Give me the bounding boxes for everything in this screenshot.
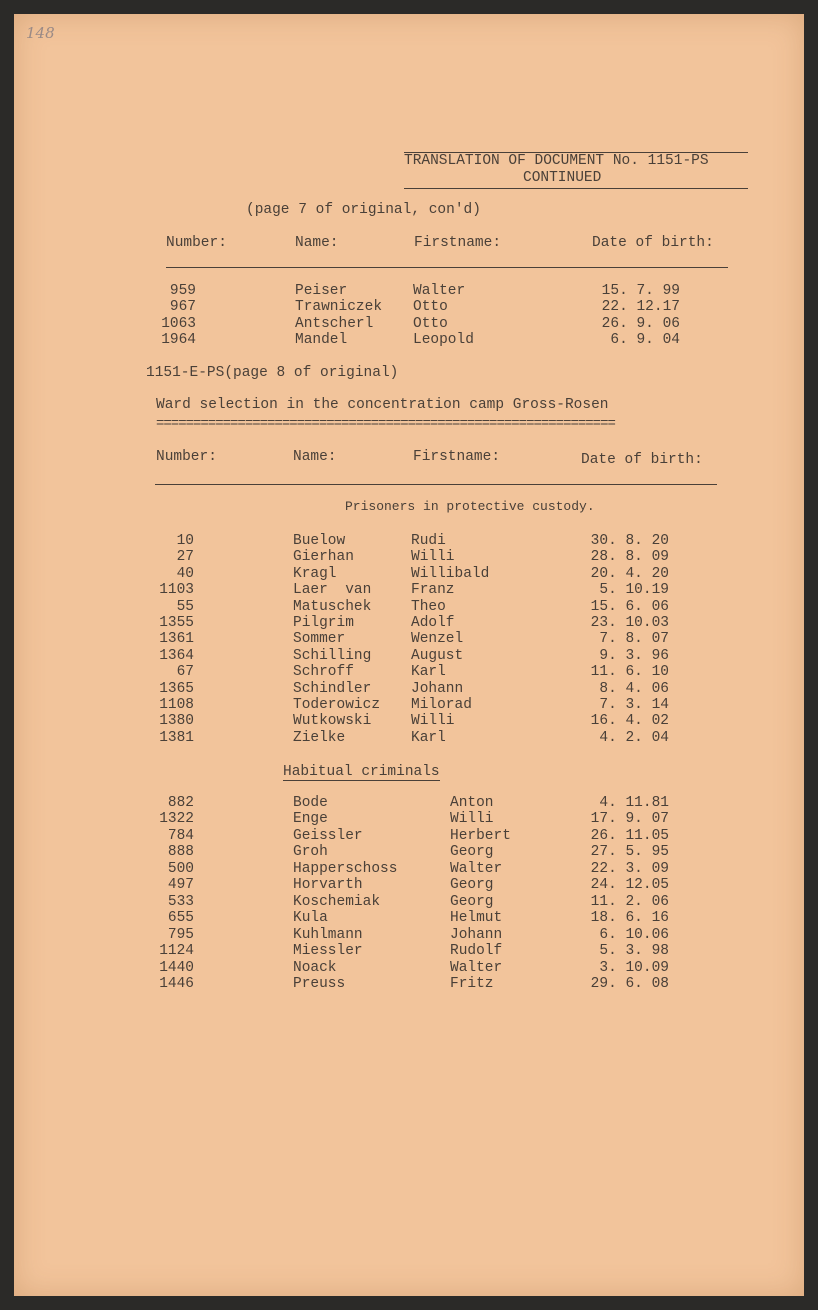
cell-firstname: Rudolf — [450, 943, 503, 960]
cell-number: 655 — [167, 910, 194, 927]
table-row — [0, 960, 818, 976]
col-name: Name: — [295, 235, 339, 251]
document-subtitle: CONTINUED — [523, 170, 602, 186]
table-row — [0, 828, 818, 844]
cell-date-of-birth: 17. 9. 07 — [590, 811, 669, 828]
cell-name: Groh — [293, 844, 328, 861]
cell-date-of-birth: 27. 5. 95 — [590, 844, 669, 861]
cell-number: 10 — [176, 533, 194, 549]
cell-name: Zielke — [293, 729, 346, 746]
cell-number: 1440 — [159, 959, 194, 976]
section2-caption: 1151-E-PS(page 8 of original) — [146, 365, 399, 381]
cell-name: Koschemiak — [293, 893, 381, 910]
cell-date-of-birth: 24. 12.05 — [590, 877, 669, 894]
cell-name: Gierhan — [293, 549, 354, 566]
cell-date-of-birth: 23. 10.03 — [590, 615, 669, 631]
cell-date-of-birth: 9. 3. 96 — [599, 647, 669, 664]
cell-date-of-birth: 26. 11.05 — [590, 827, 669, 844]
col-number: Number: — [166, 235, 227, 251]
cell-firstname: Milorad — [411, 697, 472, 713]
cell-firstname: Leopold — [413, 331, 474, 348]
cell-number: 1365 — [159, 680, 194, 697]
table-row — [0, 910, 818, 926]
header-bottom-rule — [404, 188, 748, 189]
table-row — [0, 697, 818, 713]
section1-caption: (page 7 of original, con'd) — [246, 202, 481, 218]
cell-firstname: Johann — [411, 680, 464, 697]
cell-number: 1108 — [159, 697, 194, 713]
cell-firstname: Theo — [411, 598, 446, 615]
cell-name: Preuss — [293, 975, 346, 992]
table-row — [0, 894, 818, 910]
col-number: Number: — [156, 449, 217, 465]
cell-name: Peiser — [295, 283, 348, 299]
cell-firstname: Willi — [411, 549, 455, 566]
cell-number: 1446 — [159, 975, 194, 992]
cell-name: Kragl — [293, 565, 337, 582]
cell-name: Bode — [293, 795, 328, 811]
cell-firstname: Rudi — [411, 533, 446, 549]
cell-name: Antscherl — [295, 315, 374, 332]
group2-heading: Habitual criminals — [283, 764, 440, 780]
cell-number: 1103 — [159, 582, 194, 599]
table-row — [0, 599, 818, 615]
table-row — [0, 877, 818, 893]
table-row — [0, 811, 818, 827]
cell-name: Sommer — [293, 631, 346, 648]
table-row — [0, 664, 818, 680]
cell-name: Miessler — [293, 943, 363, 960]
cell-number: 795 — [167, 926, 194, 943]
table-row — [0, 549, 818, 565]
cell-number: 784 — [167, 827, 194, 844]
cell-date-of-birth: 15. 6. 06 — [590, 598, 669, 615]
table-row — [0, 713, 818, 729]
cell-firstname: Willi — [450, 811, 494, 828]
cell-date-of-birth: 3. 10.09 — [599, 959, 669, 976]
table-row — [0, 615, 818, 631]
cell-date-of-birth: 26. 9. 06 — [601, 315, 680, 332]
cell-name: Noack — [293, 959, 337, 976]
cell-name: Kula — [293, 910, 328, 927]
cell-firstname: Helmut — [450, 910, 503, 927]
cell-date-of-birth: 6. 9. 04 — [610, 331, 680, 348]
cell-date-of-birth: 30. 8. 20 — [590, 533, 669, 549]
cell-date-of-birth: 7. 8. 07 — [599, 631, 669, 648]
table-row — [0, 730, 818, 746]
table-row — [0, 566, 818, 582]
cell-number: 959 — [169, 283, 196, 299]
cell-date-of-birth: 5. 10.19 — [599, 582, 669, 599]
cell-number: 967 — [169, 299, 196, 316]
cell-number: 27 — [176, 549, 194, 566]
cell-firstname: Willibald — [411, 565, 490, 582]
cell-date-of-birth: 6. 10.06 — [599, 926, 669, 943]
cell-date-of-birth: 5. 3. 98 — [599, 943, 669, 960]
table-row — [0, 533, 818, 549]
cell-name: Kuhlmann — [293, 926, 363, 943]
cell-date-of-birth: 29. 6. 08 — [590, 975, 669, 992]
pencil-page-number: 148 — [26, 24, 55, 42]
table-row — [0, 582, 818, 598]
column-rule — [166, 267, 728, 268]
cell-firstname: Georg — [450, 844, 494, 861]
table-row — [0, 316, 818, 332]
cell-date-of-birth: 11. 2. 06 — [590, 893, 669, 910]
cell-firstname: Georg — [450, 877, 494, 894]
cell-date-of-birth: 15. 7. 99 — [601, 283, 680, 299]
table-row — [0, 332, 818, 348]
cell-number: 55 — [176, 598, 194, 615]
cell-firstname: Franz — [411, 582, 455, 599]
cell-number: 1063 — [161, 315, 196, 332]
cell-date-of-birth: 7. 3. 14 — [599, 697, 669, 713]
cell-number: 1322 — [159, 811, 194, 828]
cell-name: Schroff — [293, 664, 354, 681]
cell-name: Mandel — [295, 331, 348, 348]
cell-number: 1361 — [159, 631, 194, 648]
table-row — [0, 861, 818, 877]
cell-name: Schindler — [293, 680, 372, 697]
cell-name: Geissler — [293, 827, 363, 844]
cell-number: 1380 — [159, 713, 194, 730]
cell-firstname: Adolf — [411, 615, 455, 631]
table-row — [0, 943, 818, 959]
cell-date-of-birth: 28. 8. 09 — [590, 549, 669, 566]
cell-number: 882 — [167, 795, 194, 811]
cell-firstname: Wenzel — [411, 631, 464, 648]
cell-name: Matuschek — [293, 598, 372, 615]
cell-date-of-birth: 18. 6. 16 — [590, 910, 669, 927]
table-row — [0, 976, 818, 992]
cell-number: 497 — [167, 877, 194, 894]
cell-firstname: Willi — [411, 713, 455, 730]
col-date-of-birth: Date of birth: — [581, 452, 703, 468]
cell-name: Schilling — [293, 647, 372, 664]
cell-date-of-birth: 8. 4. 06 — [599, 680, 669, 697]
cell-number: 40 — [176, 565, 194, 582]
cell-date-of-birth: 22. 3. 09 — [590, 860, 669, 877]
cell-firstname: Anton — [450, 795, 494, 811]
cell-name: Trawniczek — [295, 299, 383, 316]
cell-firstname: Otto — [413, 315, 448, 332]
cell-date-of-birth: 4. 11.81 — [599, 795, 669, 811]
table-row — [0, 927, 818, 943]
cell-firstname: Fritz — [450, 975, 494, 992]
cell-name: Laer van — [293, 582, 372, 599]
group1-heading: Prisoners in protective custody. — [345, 499, 595, 514]
cell-firstname: Karl — [411, 664, 446, 681]
cell-number: 1124 — [159, 943, 194, 960]
col-date-of-birth: Date of birth: — [592, 235, 714, 251]
table-row — [0, 631, 818, 647]
cell-name: Wutkowski — [293, 713, 372, 730]
col-name: Name: — [293, 449, 337, 465]
table-row — [0, 648, 818, 664]
cell-number: 1964 — [161, 331, 196, 348]
cell-firstname: Karl — [411, 729, 446, 746]
cell-date-of-birth: 20. 4. 20 — [590, 565, 669, 582]
cell-date-of-birth: 11. 6. 10 — [590, 664, 669, 681]
cell-number: 500 — [167, 860, 194, 877]
cell-firstname: Johann — [450, 926, 503, 943]
cell-name: Toderowicz — [293, 697, 381, 713]
cell-firstname: Georg — [450, 893, 494, 910]
table-row — [0, 681, 818, 697]
col-firstname: Firstname: — [414, 235, 502, 251]
column-rule — [155, 484, 717, 485]
cell-number: 533 — [167, 893, 194, 910]
cell-number: 1364 — [159, 647, 194, 664]
cell-firstname: Walter — [450, 959, 503, 976]
section2-title: Ward selection in the concentration camp Gross-Rosen — [156, 397, 609, 413]
cell-date-of-birth: 16. 4. 02 — [590, 713, 669, 730]
cell-firstname: August — [411, 647, 464, 664]
cell-name: Happerschoss — [293, 860, 398, 877]
cell-number: 888 — [167, 844, 194, 861]
table-row — [0, 795, 818, 811]
cell-date-of-birth: 4. 2. 04 — [599, 729, 669, 746]
document-title: TRANSLATION OF DOCUMENT No. 1151-PS — [404, 153, 709, 169]
cell-number: 1381 — [159, 729, 194, 746]
cell-name: Enge — [293, 811, 328, 828]
cell-firstname: Herbert — [450, 827, 511, 844]
col-firstname: Firstname: — [413, 449, 501, 465]
cell-date-of-birth: 22. 12.17 — [601, 299, 680, 316]
table-row — [0, 283, 818, 299]
cell-firstname: Otto — [413, 299, 448, 316]
table-row — [0, 844, 818, 860]
cell-firstname: Walter — [450, 860, 503, 877]
double-underline: ============================================================== — [156, 416, 615, 432]
cell-name: Horvarth — [293, 877, 363, 894]
cell-firstname: Walter — [413, 283, 466, 299]
cell-name: Pilgrim — [293, 615, 354, 631]
cell-number: 1355 — [159, 615, 194, 631]
table-row — [0, 299, 818, 315]
cell-name: Buelow — [293, 533, 346, 549]
cell-number: 67 — [176, 664, 194, 681]
